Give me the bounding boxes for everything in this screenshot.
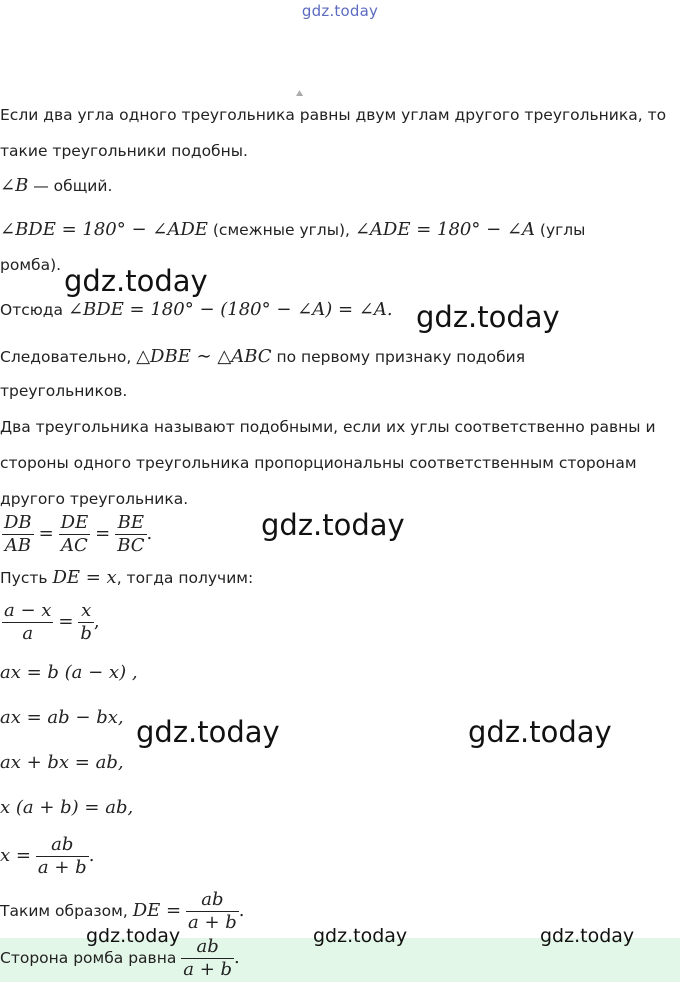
numerator: ab (201, 889, 224, 910)
denominator: BC (117, 535, 145, 556)
watermark: gdz.today (136, 715, 280, 749)
math-expression: x = (0, 845, 31, 866)
fraction (78, 600, 94, 645)
denominator: b (80, 623, 92, 644)
numerator: x (81, 600, 92, 621)
numerator: ab (51, 834, 74, 855)
denominator: a + b (183, 959, 233, 980)
text-line: другого треугольника. (0, 490, 189, 508)
equation: ax = ab − bx, (0, 707, 124, 728)
period: . (88, 845, 95, 866)
math-expression: ∠ADE = 180° − ∠A (354, 219, 535, 240)
equals-sign: = (58, 611, 74, 632)
text-line (0, 346, 525, 367)
denominator: a + b (37, 857, 87, 878)
fraction (186, 889, 239, 934)
period: . (234, 947, 240, 968)
watermark: gdz.today (64, 264, 208, 298)
text-line: Два треугольника называют подобными, если их углы соответственно равны и (0, 418, 656, 436)
text-line: ромба). (0, 256, 62, 274)
denominator: AC (59, 534, 91, 557)
text-line: такие треугольники подобны. (0, 142, 248, 160)
denominator: a (2, 622, 53, 645)
math-expression: ∠B (0, 175, 29, 196)
watermark: gdz.today (313, 925, 408, 947)
math-expression: DE = x (52, 567, 117, 588)
numerator: ab (196, 936, 219, 957)
text-line: стороны одного треугольника пропорциональны соответственным сторонам (0, 454, 637, 472)
numerator: DE (60, 512, 89, 533)
equation-fraction (0, 834, 94, 879)
text-line (0, 567, 253, 588)
text-line: Если два угла одного треугольника равны двум углам другого треугольника, то (0, 106, 667, 124)
math-expression: ∠BDE = 180° − (180° − ∠A) = ∠A. (67, 299, 393, 320)
text-line (0, 299, 393, 320)
fraction (2, 512, 34, 557)
fraction (115, 512, 146, 557)
site-header[interactable]: gdz.today (301, 2, 379, 20)
math-expression: △DBE ∼ △ABC (136, 346, 272, 367)
text-line (0, 219, 585, 240)
equals-sign: = (38, 523, 54, 544)
comma: , (93, 611, 100, 632)
text-span: Пусть (0, 569, 53, 587)
text-span: Сторона ромба равна (0, 949, 182, 967)
numerator: DB (4, 512, 32, 533)
equation: ax = b (a − x) , (0, 662, 138, 683)
watermark: gdz.today (540, 925, 635, 947)
watermark: gdz.today (416, 300, 560, 334)
equals-sign: = (95, 523, 111, 544)
proportion-formula (2, 512, 152, 557)
math-expression: DE = (132, 900, 182, 921)
fraction (181, 936, 234, 981)
denominator: a + b (188, 912, 237, 933)
text-span: Таким образом, (0, 902, 133, 920)
math-expression: ∠BDE = 180° − ∠ADE (0, 219, 208, 240)
fraction (36, 834, 89, 879)
equation: x (a + b) = ab, (0, 797, 134, 818)
text-span: Отсюда (0, 301, 68, 319)
broken-image-icon (296, 90, 303, 96)
text-span: — общий. (28, 177, 113, 195)
equation-fraction (2, 600, 100, 645)
equation: ax + bx = ab, (0, 752, 124, 773)
numerator: a − x (4, 600, 52, 621)
numerator: BE (117, 512, 145, 533)
period: . (238, 900, 245, 921)
text-span: по первому признаку подобия (271, 348, 526, 366)
text-line: треугольников. (0, 382, 128, 400)
watermark: gdz.today (261, 508, 405, 542)
text-span: Следовательно, (0, 348, 137, 366)
fraction (2, 600, 53, 645)
text-line (0, 175, 112, 196)
text-span: (смежные углы), (207, 221, 355, 239)
watermark: gdz.today (86, 925, 181, 947)
text-span: (углы (534, 221, 586, 239)
fraction (59, 512, 91, 557)
denominator: AB (2, 534, 34, 557)
period: . (146, 523, 153, 544)
text-span: , тогда получим: (116, 569, 254, 587)
watermark: gdz.today (468, 715, 612, 749)
